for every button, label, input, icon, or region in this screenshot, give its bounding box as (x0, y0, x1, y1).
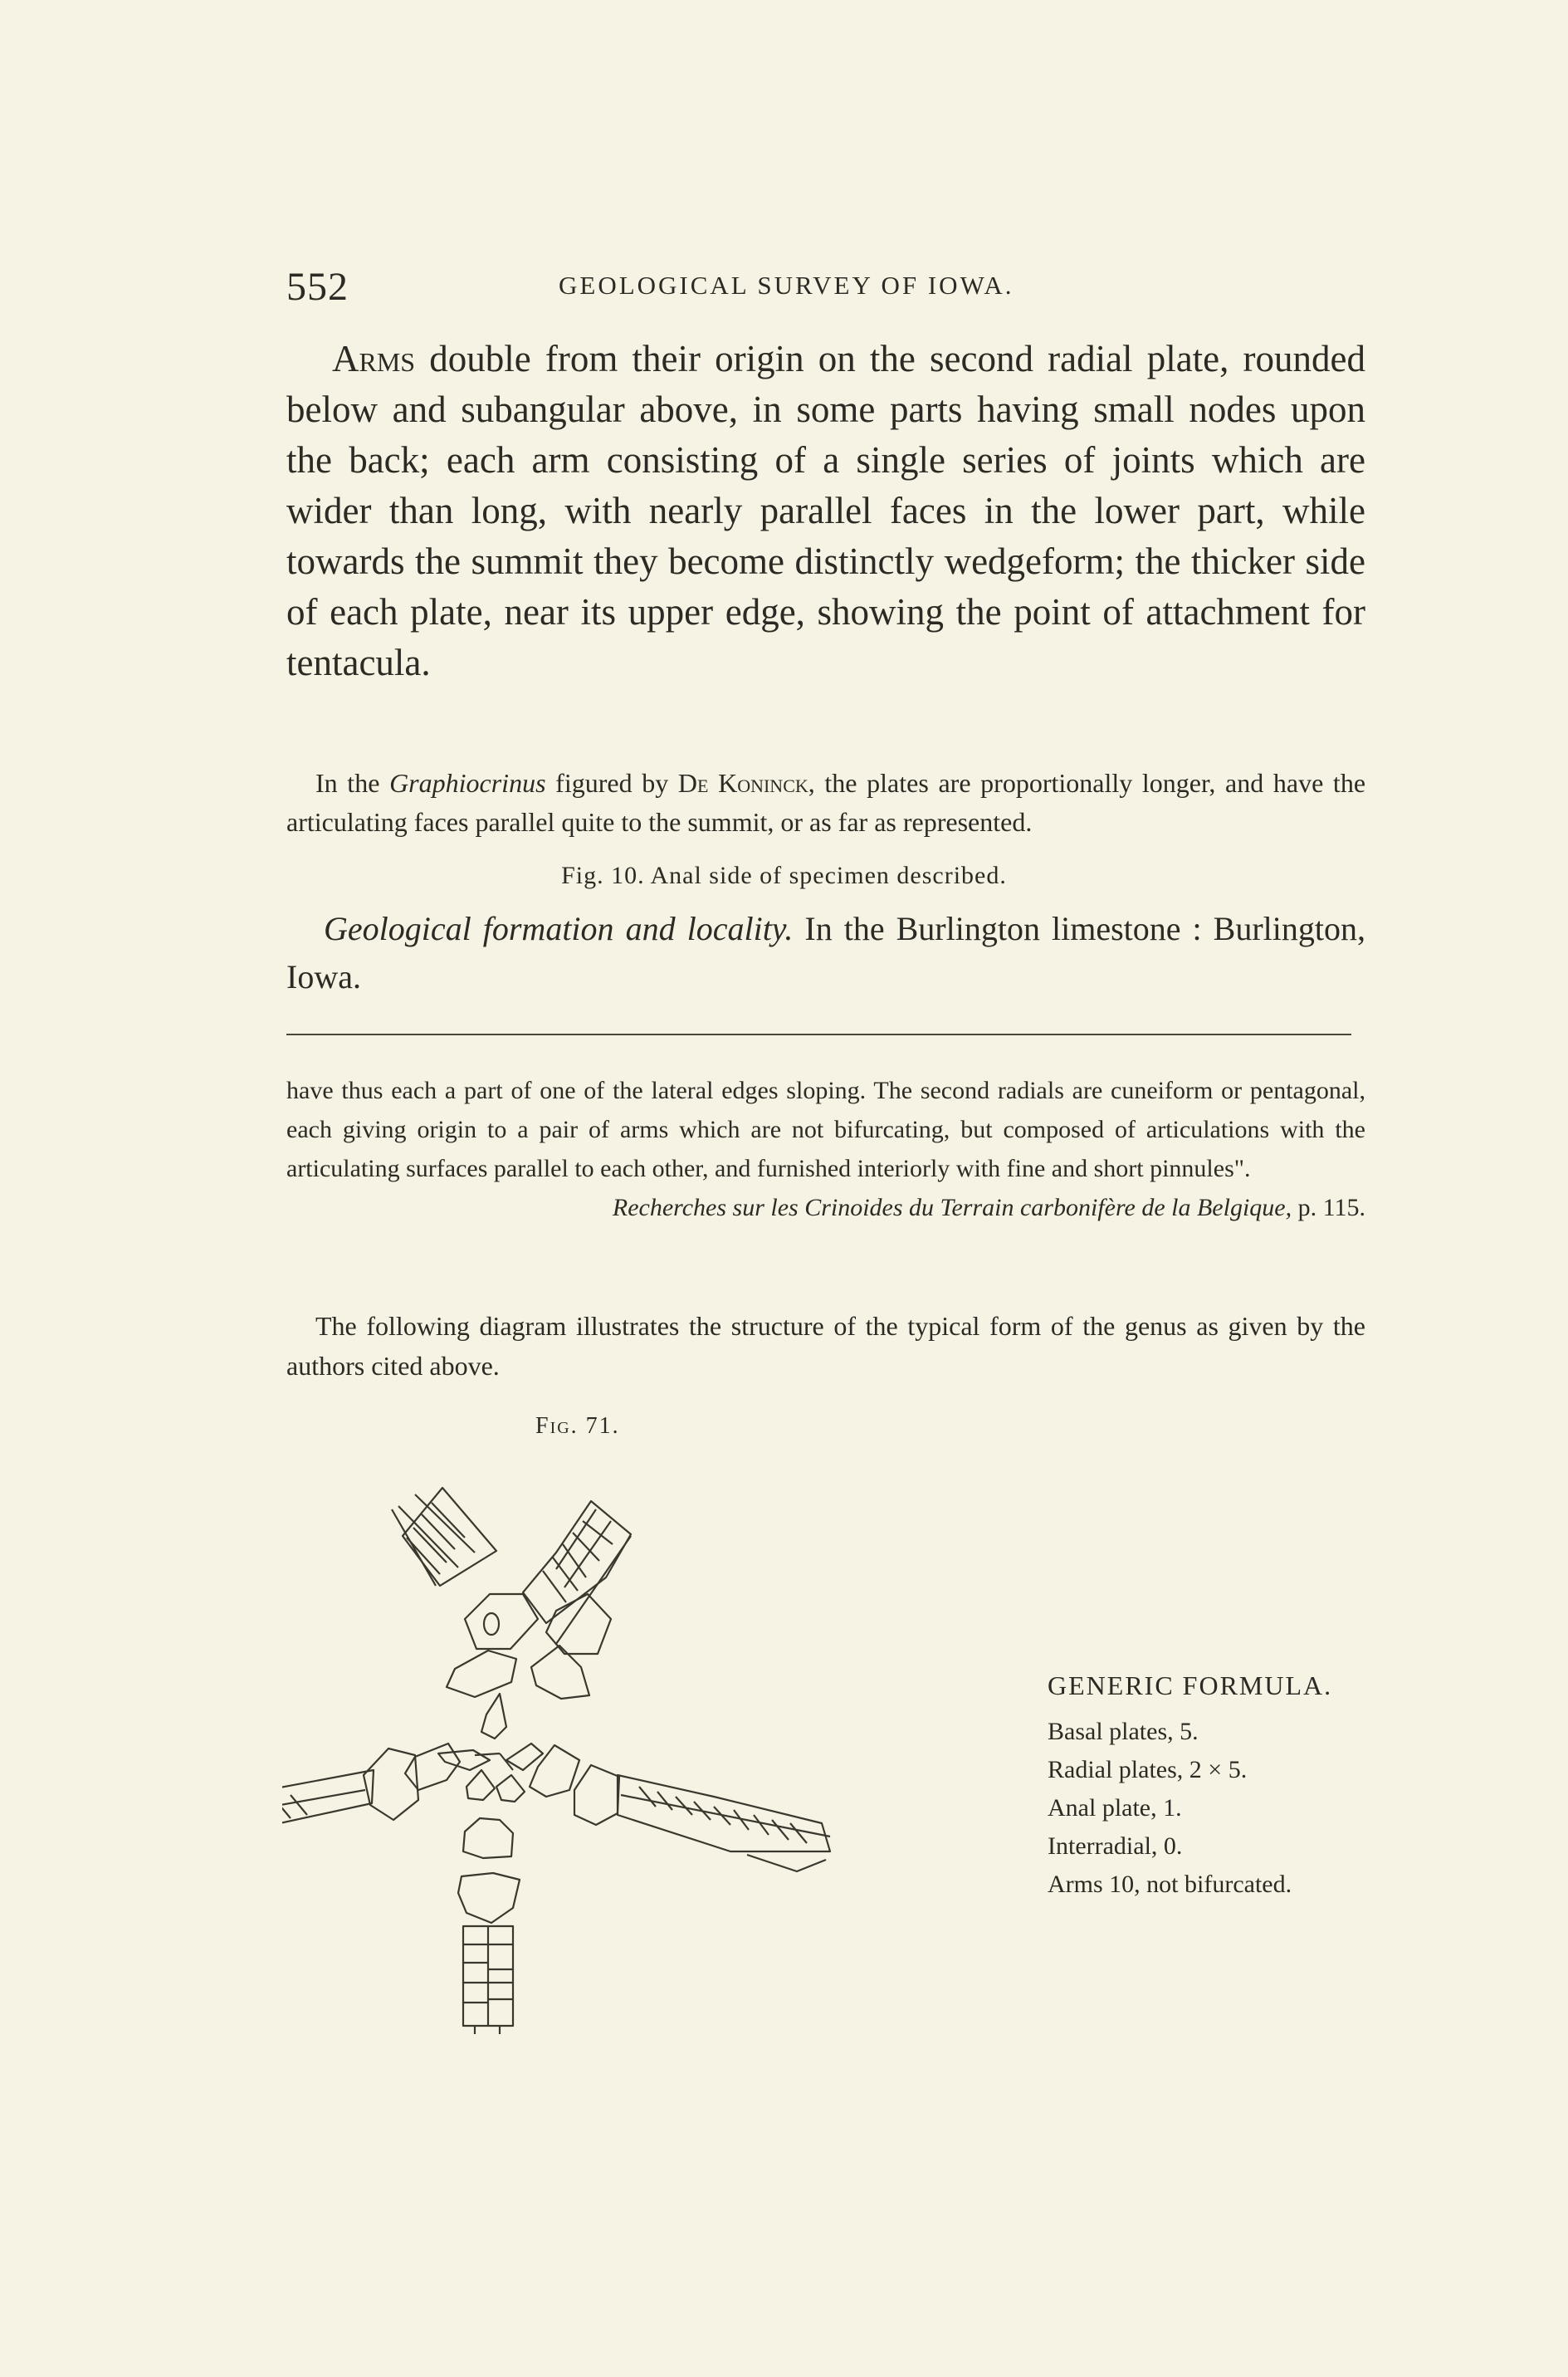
footnote-quote (286, 1071, 1365, 1227)
crinoid-plate-diagram (282, 1461, 1046, 2125)
arm-upper-right (523, 1501, 631, 1644)
formation-text: In the Burlington limestone : Burlington, Iowa. (286, 910, 1366, 995)
note-author: De Koninck (677, 768, 808, 798)
formula-title: GENERIC FORMULA. (1048, 1670, 1333, 1700)
note-genus: Graphiocrinus (389, 768, 546, 798)
radial-plate-left-inner (405, 1744, 460, 1790)
radial-plate-upper-right (546, 1594, 611, 1654)
note-part1: In the (315, 768, 390, 798)
arm-left (282, 1770, 374, 1851)
radial-plate-bottom (458, 1873, 520, 1923)
formula-arms: Arms 10, not bifurcated. (1048, 1871, 1292, 1898)
formation-paragraph (286, 905, 1365, 1001)
radial-plate-right-inner (530, 1745, 579, 1797)
figure-71-label: Fig. 71. (535, 1413, 620, 1439)
arms-description-text: double from their origin on the second radial plate, rounded below and subangular above, in some parts having small nodes upon the back; each arm consisting of a single series of joints which are wider than long, with nearly parallel faces in the lower part, while towards the summit they become distinctly wedgeform; the thicker side of each plate, near its upper edge, showing the point of attachment for tentacula. (286, 338, 1366, 683)
section-divider (286, 1034, 1351, 1035)
formation-label: Geological formation and locality. (324, 910, 794, 947)
running-head: GEOLOGICAL SURVEY OF IOWA. (559, 271, 1014, 300)
central-basal-lower-left (466, 1770, 495, 1800)
anal-opening (484, 1613, 499, 1635)
figure-10-caption: Fig. 10. Anal side of specimen described. (561, 862, 1007, 889)
radial-plate-left-outer (364, 1749, 418, 1820)
diagram-intro (286, 1306, 1365, 1386)
arm-bottom (463, 1926, 513, 2034)
central-basal-top (481, 1694, 506, 1739)
arm-right (618, 1775, 830, 1871)
anal-plate-lower (463, 1818, 513, 1858)
diagram-intro-text: The following diagram illustrates the structure of the typical form of the genus as given by the authors cited above. (286, 1311, 1365, 1381)
arm-upper-left (392, 1488, 496, 1586)
formula-anal-plate: Anal plate, 1. (1048, 1794, 1182, 1822)
formula-interradial: Interradial, 0. (1048, 1832, 1183, 1860)
central-basal-lower-right (496, 1775, 525, 1802)
arms-lead-word: Arms (332, 338, 416, 379)
formula-radial-plates: Radial plates, 2 × 5. (1048, 1756, 1248, 1783)
footnote-text: have thus each a part of one of the lateral edges sloping. The second radials are cuneiform or pentagonal, each giving origin to a pair of arms which are not bifurcating, but composed of articulations with the articulating surfaces parallel to each other, and furnished interiorly with fine and short pinnules". (286, 1077, 1365, 1182)
note-part2: figured by (545, 768, 678, 798)
radial-plate-upper-left (465, 1594, 538, 1649)
arms-description (286, 334, 1365, 688)
formula-basal-plates: Basal plates, 5. (1048, 1718, 1199, 1745)
radial-plate-mid-left (447, 1651, 516, 1697)
comparison-note (286, 764, 1365, 842)
central-basal-left (438, 1750, 490, 1770)
radial-plate-right-outer (574, 1765, 619, 1825)
footnote-reference (286, 1188, 1365, 1227)
page-number: 552 (286, 265, 349, 309)
generic-formula (1048, 1670, 1421, 1904)
reference-page: p. 115. (1292, 1194, 1365, 1221)
note-part3: , the plates are proportionally longer, and have the articulating faces parallel quite to the summit, or as far as represented. (286, 768, 1366, 837)
reference-title: Recherches sur les Crinoides du Terrain carbonifère de la Belgique, (612, 1194, 1292, 1221)
page-header (286, 264, 1365, 314)
